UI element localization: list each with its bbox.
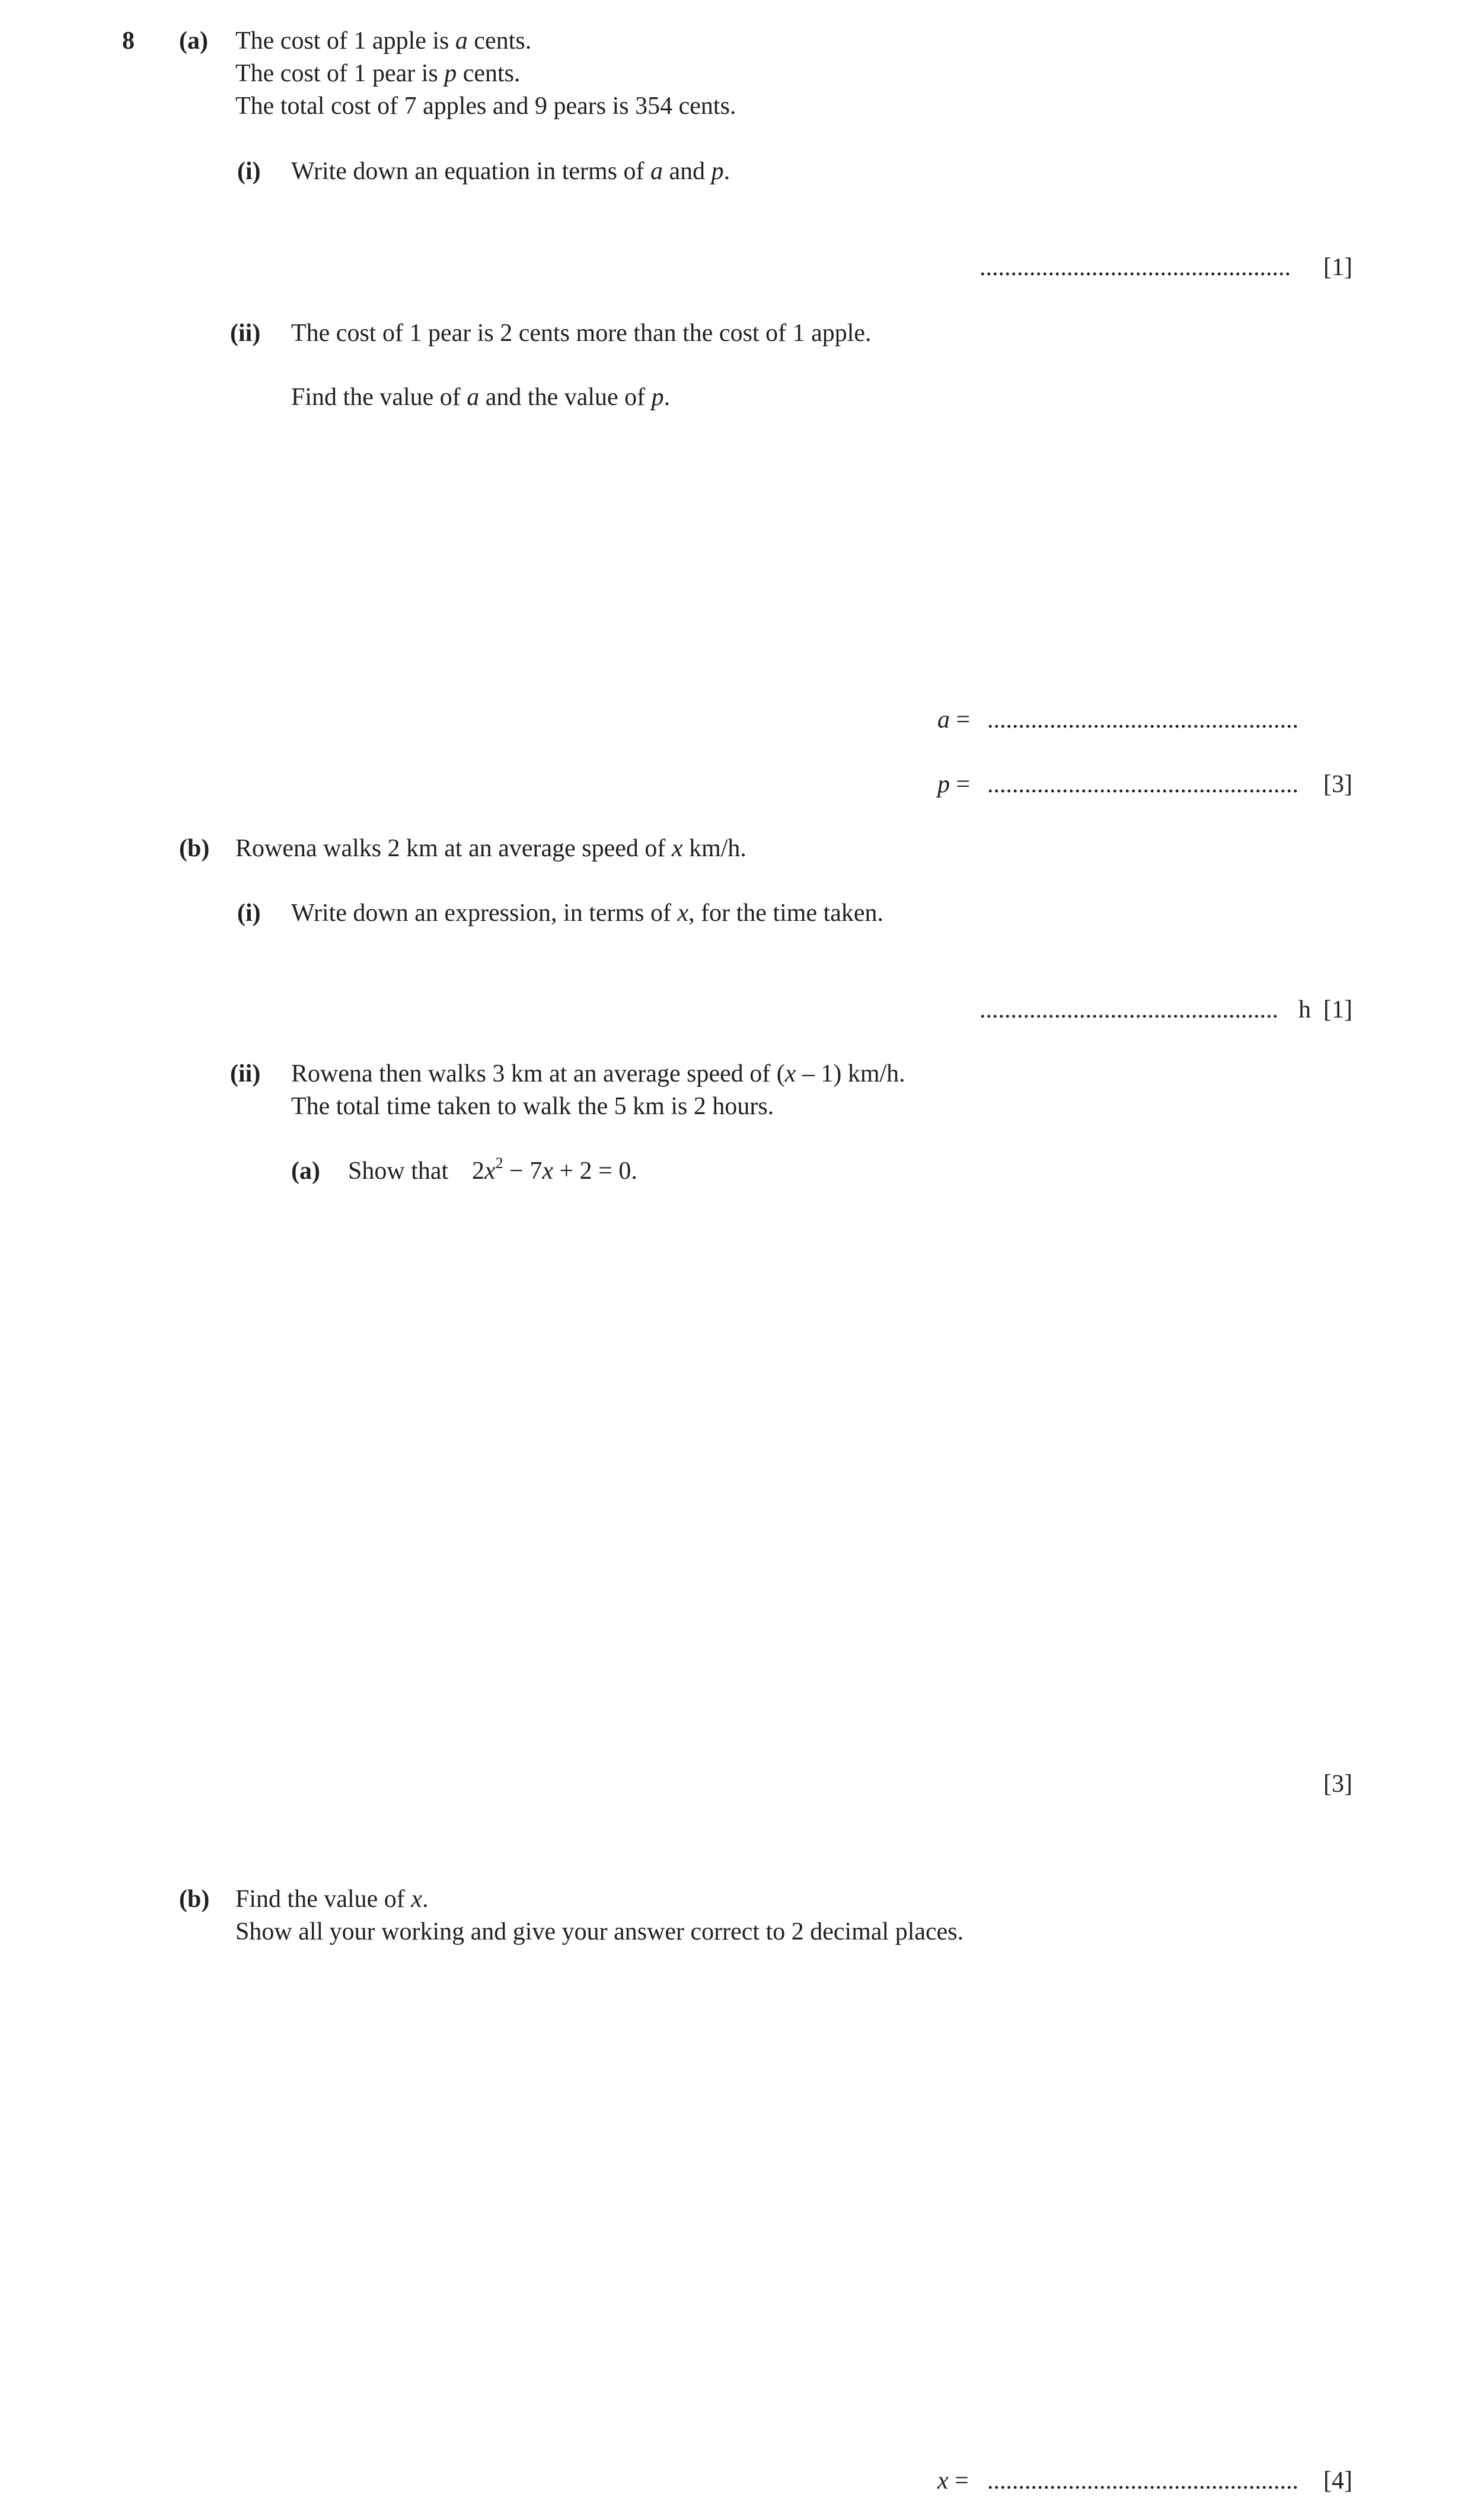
part-a-i-mark: [1] bbox=[1323, 254, 1352, 281]
answer-x-label: x = bbox=[937, 2467, 969, 2495]
part-a-i-question: Write down an equation in terms of a and p. bbox=[291, 158, 730, 185]
part-b-ii-label: (ii) bbox=[230, 1060, 261, 1087]
part-b-ii-b-label: (b) bbox=[179, 1886, 210, 1913]
part-b-i-unit: h bbox=[1298, 996, 1311, 1023]
part-b-ii-a-text: Show that bbox=[348, 1157, 449, 1185]
part-a-i-label: (i) bbox=[237, 158, 261, 185]
answer-x-line[interactable]: .................................................. bbox=[987, 2467, 1298, 2495]
part-b-ii-a-label: (a) bbox=[291, 1157, 320, 1185]
part-b-ii-line1: Rowena then walks 3 km at an average speed of (x – 1) km/h. bbox=[291, 1060, 905, 1087]
answer-a-line[interactable]: .................................................. bbox=[987, 706, 1298, 733]
part-b-i-question: Write down an expression, in terms of x, for the time taken. bbox=[291, 899, 884, 927]
answer-p-label: p = bbox=[937, 771, 971, 798]
part-a-stem-line2: The cost of 1 pear is p cents. bbox=[235, 60, 521, 87]
part-b-i-mark: [1] bbox=[1323, 996, 1352, 1023]
part-b-label: (b) bbox=[179, 835, 210, 862]
part-b-ii-b-mark: [4] bbox=[1323, 2467, 1352, 2495]
part-a-ii-label: (ii) bbox=[230, 320, 261, 347]
part-a-i-answer-line[interactable]: .................................................. bbox=[979, 254, 1291, 281]
part-a-ii-mark: [3] bbox=[1323, 771, 1352, 798]
part-a-ii-line2: Find the value of a and the value of p. bbox=[291, 384, 671, 411]
part-b-ii-b-line2: Show all your working and give your answer correct to 2 decimal places. bbox=[235, 1918, 964, 1945]
part-b-ii-b-line1: Find the value of x. bbox=[235, 1886, 429, 1913]
part-b-ii-line2: The total time taken to walk the 5 km is 2 hours. bbox=[291, 1093, 774, 1120]
part-a-stem-line3: The total cost of 7 apples and 9 pears is 354 cents. bbox=[235, 92, 736, 120]
part-b-i-answer-line[interactable]: ................................................ bbox=[979, 996, 1278, 1023]
question-number: 8 bbox=[122, 27, 135, 55]
answer-a-label: a = bbox=[937, 706, 971, 733]
answer-p-line[interactable]: .................................................. bbox=[987, 771, 1298, 798]
part-b-stem: Rowena walks 2 km at an average speed of x km/h. bbox=[235, 835, 746, 862]
part-b-ii-a-mark: [3] bbox=[1323, 1771, 1352, 1798]
part-a-label: (a) bbox=[179, 27, 208, 55]
part-a-stem-line1: The cost of 1 apple is a cents. bbox=[235, 27, 532, 55]
part-a-ii-line1: The cost of 1 pear is 2 cents more than the cost of 1 apple. bbox=[291, 320, 872, 347]
part-b-ii-a-equation: $2x^2 - 7x + 2 = 0$. bbox=[472, 1154, 637, 1185]
part-b-i-label: (i) bbox=[237, 899, 261, 927]
